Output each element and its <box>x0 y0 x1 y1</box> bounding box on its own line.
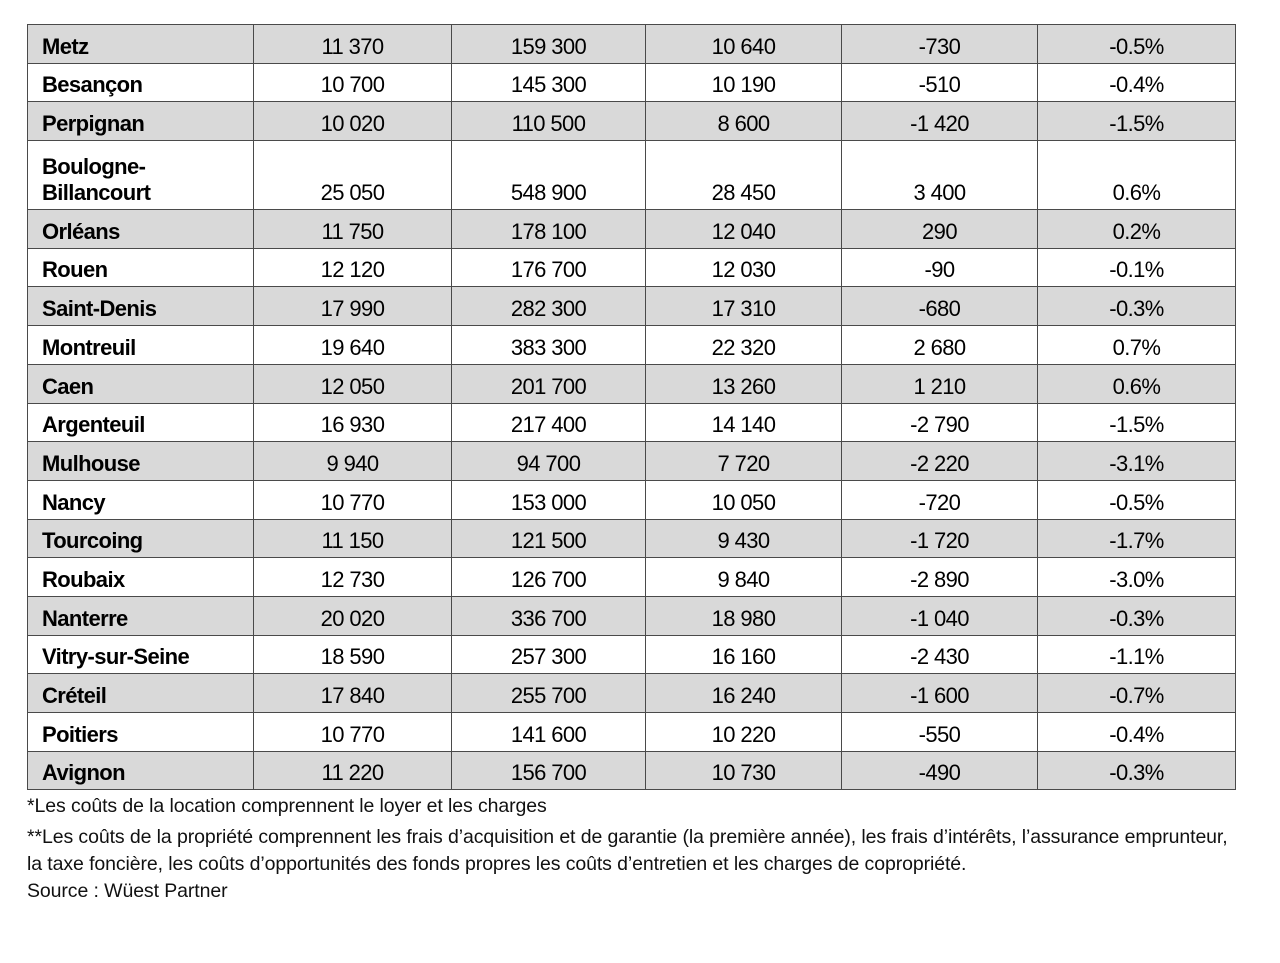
cost-difference-cell: -550 <box>842 713 1038 752</box>
rental-cost-cell: 12 730 <box>254 558 452 597</box>
table-row <box>28 63 1236 102</box>
table-row <box>28 25 1236 64</box>
property-price-cell: 217 400 <box>452 403 646 442</box>
difference-percent-cell: -0.5% <box>1038 480 1236 519</box>
ownership-cost-cell: 16 160 <box>646 635 842 674</box>
property-price-cell: 156 700 <box>452 751 646 790</box>
table-row <box>28 287 1236 326</box>
city-cell: Montreuil <box>28 326 254 365</box>
property-price-cell: 255 700 <box>452 674 646 713</box>
property-price-cell: 282 300 <box>452 287 646 326</box>
cost-difference-cell: -2 430 <box>842 635 1038 674</box>
city-cell: Besançon <box>28 63 254 102</box>
ownership-cost-cell: 12 030 <box>646 248 842 287</box>
rental-cost-cell: 10 770 <box>254 713 452 752</box>
table-row <box>28 751 1236 790</box>
difference-percent-cell: -0.1% <box>1038 248 1236 287</box>
rental-cost-footnote: *Les coûts de la location comprennent le loyer et les charges <box>27 795 547 817</box>
cost-difference-cell: -1 420 <box>842 102 1038 141</box>
rental-cost-cell: 16 930 <box>254 403 452 442</box>
rental-cost-cell: 11 370 <box>254 25 452 64</box>
property-price-cell: 110 500 <box>452 102 646 141</box>
cost-difference-cell: -2 790 <box>842 403 1038 442</box>
city-cell: Metz <box>28 25 254 64</box>
table-row <box>28 210 1236 249</box>
cost-difference-cell: 1 210 <box>842 364 1038 403</box>
ownership-cost-cell: 9 840 <box>646 558 842 597</box>
rental-cost-cell: 20 020 <box>254 596 452 635</box>
ownership-cost-cell: 10 220 <box>646 713 842 752</box>
cost-difference-cell: -730 <box>842 25 1038 64</box>
cost-difference-cell: -1 600 <box>842 674 1038 713</box>
difference-percent-cell: 0.6% <box>1038 364 1236 403</box>
table-row <box>28 102 1236 141</box>
rental-cost-cell: 10 700 <box>254 63 452 102</box>
rental-cost-cell: 11 150 <box>254 519 452 558</box>
city-name: Boulogne- Billancourt <box>42 154 151 206</box>
source-line: Source : Wüest Partner <box>27 880 228 902</box>
rental-cost-cell: 17 990 <box>254 287 452 326</box>
ownership-cost-cell: 17 310 <box>646 287 842 326</box>
rental-cost-cell: 19 640 <box>254 326 452 365</box>
rental-cost-cell: 25 050 <box>254 141 452 210</box>
rental-cost-cell: 10 020 <box>254 102 452 141</box>
cost-difference-cell: -720 <box>842 480 1038 519</box>
property-price-cell: 141 600 <box>452 713 646 752</box>
ownership-cost-cell: 9 430 <box>646 519 842 558</box>
table-row <box>28 558 1236 597</box>
city-cell <box>28 141 254 210</box>
rental-cost-cell: 18 590 <box>254 635 452 674</box>
cost-comparison-table <box>27 24 1236 790</box>
city-cell: Créteil <box>28 674 254 713</box>
ownership-cost-cell: 7 720 <box>646 442 842 481</box>
property-price-cell: 201 700 <box>452 364 646 403</box>
city-cell: Nancy <box>28 480 254 519</box>
cost-difference-cell: 2 680 <box>842 326 1038 365</box>
table-row <box>28 674 1236 713</box>
cost-comparison-table-container <box>27 24 1235 790</box>
ownership-cost-cell: 22 320 <box>646 326 842 365</box>
cost-difference-cell: -680 <box>842 287 1038 326</box>
cost-difference-cell: -1 720 <box>842 519 1038 558</box>
property-price-cell: 178 100 <box>452 210 646 249</box>
rental-cost-cell: 9 940 <box>254 442 452 481</box>
city-cell: Tourcoing <box>28 519 254 558</box>
ownership-cost-cell: 10 640 <box>646 25 842 64</box>
cost-difference-cell: -2 220 <box>842 442 1038 481</box>
property-price-cell: 153 000 <box>452 480 646 519</box>
table-row <box>28 713 1236 752</box>
table-row <box>28 248 1236 287</box>
table-row <box>28 519 1236 558</box>
table-row <box>28 141 1236 210</box>
ownership-cost-cell: 12 040 <box>646 210 842 249</box>
cost-difference-cell: -2 890 <box>842 558 1038 597</box>
city-cell: Argenteuil <box>28 403 254 442</box>
table-row <box>28 480 1236 519</box>
cost-difference-cell: -510 <box>842 63 1038 102</box>
city-cell: Poitiers <box>28 713 254 752</box>
city-cell: Avignon <box>28 751 254 790</box>
difference-percent-cell: -0.3% <box>1038 596 1236 635</box>
city-cell: Saint-Denis <box>28 287 254 326</box>
property-price-cell: 94 700 <box>452 442 646 481</box>
ownership-cost-cell: 28 450 <box>646 141 842 210</box>
city-cell: Orléans <box>28 210 254 249</box>
ownership-cost-cell: 14 140 <box>646 403 842 442</box>
table-row <box>28 596 1236 635</box>
city-cell: Perpignan <box>28 102 254 141</box>
difference-percent-cell: -0.7% <box>1038 674 1236 713</box>
city-cell: Roubaix <box>28 558 254 597</box>
rental-cost-cell: 11 220 <box>254 751 452 790</box>
difference-percent-cell: 0.6% <box>1038 141 1236 210</box>
difference-percent-cell: -3.1% <box>1038 442 1236 481</box>
table-row <box>28 364 1236 403</box>
table-body <box>28 25 1236 790</box>
cost-difference-cell: 3 400 <box>842 141 1038 210</box>
difference-percent-cell: 0.2% <box>1038 210 1236 249</box>
property-price-cell: 383 300 <box>452 326 646 365</box>
ownership-cost-cell: 10 730 <box>646 751 842 790</box>
table-row <box>28 403 1236 442</box>
difference-percent-cell: -0.4% <box>1038 713 1236 752</box>
ownership-cost-cell: 10 050 <box>646 480 842 519</box>
ownership-cost-cell: 13 260 <box>646 364 842 403</box>
cost-difference-cell: -1 040 <box>842 596 1038 635</box>
city-cell: Nanterre <box>28 596 254 635</box>
property-price-cell: 257 300 <box>452 635 646 674</box>
property-price-cell: 336 700 <box>452 596 646 635</box>
difference-percent-cell: -1.7% <box>1038 519 1236 558</box>
cost-difference-cell: -490 <box>842 751 1038 790</box>
difference-percent-cell: -0.5% <box>1038 25 1236 64</box>
difference-percent-cell: -0.3% <box>1038 751 1236 790</box>
table-row <box>28 635 1236 674</box>
property-price-cell: 176 700 <box>452 248 646 287</box>
property-price-cell: 126 700 <box>452 558 646 597</box>
property-price-cell: 121 500 <box>452 519 646 558</box>
city-cell: Rouen <box>28 248 254 287</box>
rental-cost-cell: 11 750 <box>254 210 452 249</box>
rental-cost-cell: 10 770 <box>254 480 452 519</box>
difference-percent-cell: 0.7% <box>1038 326 1236 365</box>
difference-percent-cell: -0.3% <box>1038 287 1236 326</box>
city-cell: Mulhouse <box>28 442 254 481</box>
rental-cost-cell: 17 840 <box>254 674 452 713</box>
ownership-cost-footnote: **Les coûts de la propriété comprennent les frais d’acquisition et de garantie (la première année), les frais d’intérêts, l’assurance emprunteur, la taxe foncière, les coûts d’opportunités des fonds propres les coûts d’entretien et les charges de copropriété. <box>27 826 1228 875</box>
difference-percent-cell: -1.1% <box>1038 635 1236 674</box>
ownership-cost-cell: 8 600 <box>646 102 842 141</box>
ownership-cost-cell: 18 980 <box>646 596 842 635</box>
rental-cost-cell: 12 120 <box>254 248 452 287</box>
rental-cost-cell: 12 050 <box>254 364 452 403</box>
property-price-cell: 145 300 <box>452 63 646 102</box>
difference-percent-cell: -0.4% <box>1038 63 1236 102</box>
city-cell: Caen <box>28 364 254 403</box>
footnotes <box>27 793 1247 905</box>
difference-percent-cell: -3.0% <box>1038 558 1236 597</box>
property-price-cell: 159 300 <box>452 25 646 64</box>
ownership-cost-cell: 16 240 <box>646 674 842 713</box>
table-row <box>28 326 1236 365</box>
cost-difference-cell: -90 <box>842 248 1038 287</box>
property-price-cell: 548 900 <box>452 141 646 210</box>
ownership-cost-cell: 10 190 <box>646 63 842 102</box>
difference-percent-cell: -1.5% <box>1038 403 1236 442</box>
city-cell: Vitry-sur-Seine <box>28 635 254 674</box>
table-row <box>28 442 1236 481</box>
difference-percent-cell: -1.5% <box>1038 102 1236 141</box>
cost-difference-cell: 290 <box>842 210 1038 249</box>
